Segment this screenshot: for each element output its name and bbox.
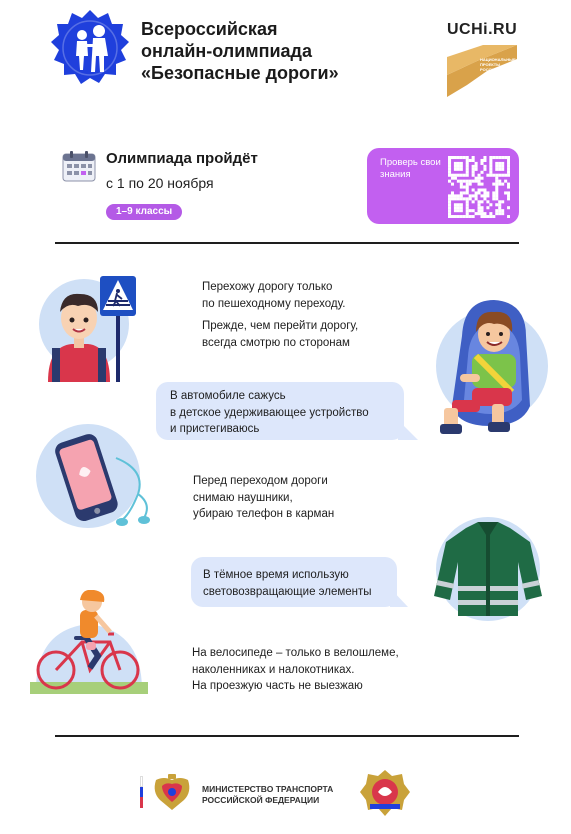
title-line-2: онлайн-олимпиада — [141, 41, 312, 61]
rule-bicycle-line-2: наколенниках и налокотниках. — [192, 663, 355, 676]
car-seat-bubble-tail — [398, 420, 420, 440]
rule-look-around-line-2: всегда смотрю по сторонам — [202, 336, 350, 349]
divider-top — [55, 242, 519, 244]
title-line-1: Всероссийская — [141, 19, 278, 39]
rule-car-seat-line-2: в детское удерживающее устройство — [170, 406, 369, 419]
check-knowledge-label: Проверь свои знания — [380, 157, 441, 180]
phone-earphones-illustration — [34, 422, 158, 530]
rule-car-seat-line-3: и пристегиваюсь — [170, 423, 260, 435]
rule-reflective — [203, 567, 372, 600]
badge-line-3: РОССИИ — [480, 67, 498, 72]
event-title: Олимпиада пройдёт — [106, 150, 258, 167]
rule-headphones-line-2: снимаю наушники, — [193, 491, 293, 504]
rule-crosswalk-line-1: Перехожу дорогу только — [202, 281, 333, 293]
rule-car-seat — [170, 388, 369, 438]
coat-of-arms-icon — [150, 774, 194, 814]
rule-bicycle-line-1: На велосипеде – только в велошлеме, — [192, 647, 399, 659]
title-line-3: «Безопасные дороги» — [141, 63, 339, 83]
rule-headphones — [193, 473, 334, 523]
ministry-line-2: РОССИЙСКОЙ ФЕДЕРАЦИИ — [202, 795, 320, 805]
rule-bicycle — [192, 645, 399, 695]
boy-crosswalk-illustration — [38, 266, 150, 382]
rule-headphones-line-3: убираю телефон в карман — [193, 508, 335, 520]
reflective-jacket-illustration — [426, 516, 550, 622]
rule-car-seat-line-1: В автомобиле сажусь — [170, 390, 286, 402]
national-projects-badge — [447, 45, 517, 97]
girl-bicycle-illustration — [30, 590, 148, 702]
grades-badge: 1–9 классы — [106, 204, 182, 220]
qr-code-icon[interactable] — [448, 156, 510, 218]
rule-reflective-line-2: световозвращающие элементы — [203, 585, 372, 598]
rule-look-around — [202, 318, 358, 351]
badge-line-1: НАЦИОНАЛЬНЫЕ — [480, 57, 516, 62]
uchi-logo: UCHi.RU — [447, 21, 518, 38]
olympiad-logo — [50, 8, 130, 88]
divider-bottom — [55, 735, 519, 737]
child-car-seat-illustration — [422, 296, 550, 442]
ministry-line-1: МИНИСТЕРСТВО ТРАНСПОРТА — [202, 784, 334, 794]
badge-line-2: ПРОЕКТЫ — [480, 62, 501, 67]
olympiad-title — [141, 18, 339, 84]
event-dates: с 1 по 20 ноября — [106, 175, 214, 191]
reflective-bubble-tail — [390, 588, 410, 607]
rule-crosswalk — [202, 279, 345, 312]
rule-crosswalk-line-2: по пешеходному переходу. — [202, 297, 346, 310]
rule-reflective-line-1: В тёмное время использую — [203, 569, 349, 581]
rule-headphones-line-1: Перед переходом дороги — [193, 475, 328, 487]
flag-stripe — [140, 776, 143, 808]
traffic-police-emblem-icon — [358, 768, 412, 818]
calendar-icon — [62, 150, 96, 182]
rule-look-around-line-1: Прежде, чем перейти дорогу, — [202, 320, 359, 332]
ministry-name — [202, 784, 333, 806]
rule-bicycle-line-3: На проезжую часть не выезжаю — [192, 680, 363, 692]
